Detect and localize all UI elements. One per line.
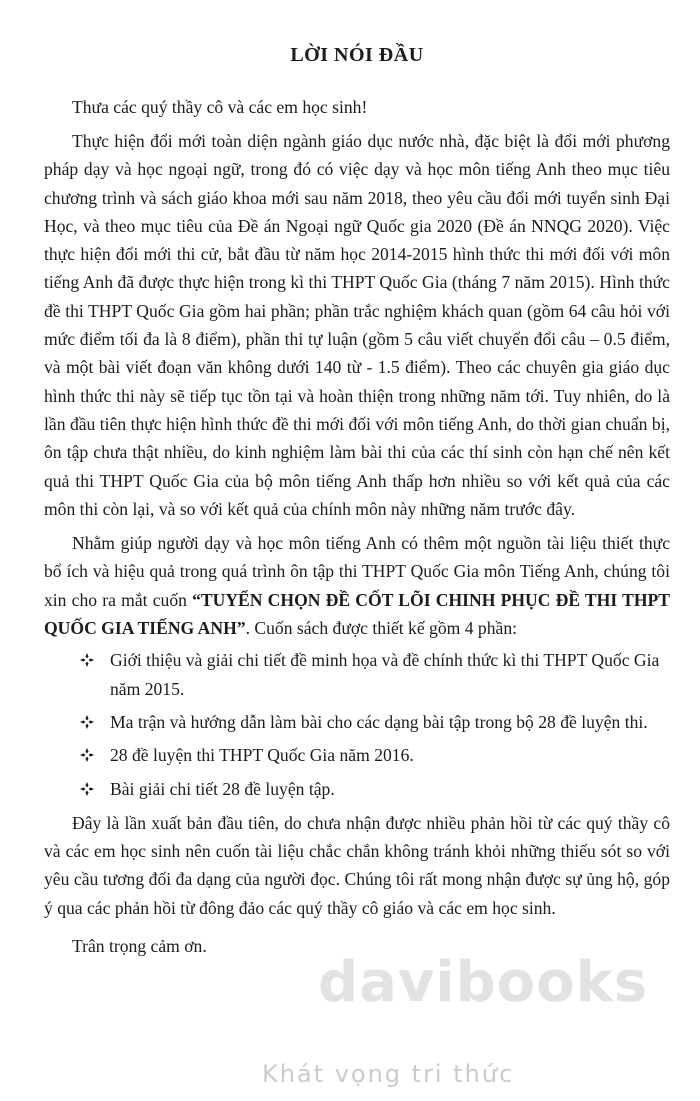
list-item-text: Giới thiệu và giải chi tiết đề minh họa và đề chính thức kì thi THPT Quốc Gia năm 2015.: [110, 650, 660, 699]
list-item: [80, 646, 670, 703]
watermark-brand: davibooks: [318, 950, 649, 1015]
four-diamond-star-icon: [80, 782, 94, 796]
paragraph-1-text: Thực hiện đổi mới toàn diện ngành giáo dục nước nhà, đặc biệt là đổi mới phương pháp dạy và học ngoại ngữ, trong đó có việc dạy và học môn tiếng Anh theo mục tiêu chương trình và sách giáo khoa mới sau năm 2018, theo yêu cầu đổi mới tuyển sinh Đại Học, và theo mục tiêu của Đề án Ngoại ngữ Quốc gia 2020 (Đề án NNQG 2020). Việc thực hiện đổi mới thi cử, bắt đầu từ năm học 2014-2015 hình thức thi mới đối với môn tiếng Anh đã được thực hiện trong kì thi THPT Quốc Gia (tháng 7 năm 2015). Hình thức đề thi THPT Quốc Gia gồm hai phần; phần trắc nghiệm khách quan (gồm 64 câu hỏi với mức điểm tối đa là 8 điểm), phần thi tự luận (gồm 5 câu viết chuyển đổi câu – 0.5 điểm, và một bài viết đoạn văn không dưới 140 từ - 1.5 điểm). Theo các chuyên gia giáo dục hình thức thi này sẽ tiếp tục tồn tại và hoàn thiện trong những năm tới. Tuy nhiên, do là lần đầu tiên thực hiện hình thức đề thi mới đối với môn tiếng Anh, do thời gian chuẩn bị, ôn tập chưa thật nhiều, do kinh nghiệm làm bài thi của các thí sinh còn hạn chế nên kết quả thi THPT Quốc Gia của bộ môn tiếng Anh thấp hơn nhiều so với kết quả của các môn thi còn lại, và so với kết quả của chính môn này những năm trước đây.: [44, 131, 670, 519]
list-item: [80, 775, 670, 803]
four-diamond-star-icon: [80, 653, 94, 667]
paragraph-3: [44, 809, 670, 922]
closing-line: Trân trọng cảm ơn.: [72, 936, 207, 957]
page-title: LỜI NÓI ĐẦU: [290, 44, 424, 66]
list-item: [80, 741, 670, 769]
list-item-text: Bài giải chi tiết 28 đề luyện tập.: [110, 778, 335, 799]
list-item-text: Ma trận và hướng dẫn làm bài cho các dạng bài tập trong bộ 28 đề luyện thi.: [110, 711, 648, 732]
greeting-text: Thưa các quý thầy cô và các em học sinh!: [72, 97, 368, 117]
four-diamond-star-icon: [80, 748, 94, 762]
list-item-text: 28 đề luyện thi THPT Quốc Gia năm 2016.: [110, 745, 414, 766]
book-title: “TUYỂN CHỌN ĐỀ CỐT LÕI CHINH PHỤC ĐỀ THI THPT QUỐC GIA TIẾNG ANH”: [44, 589, 670, 639]
parts-list: [44, 646, 670, 802]
greeting: [44, 93, 670, 121]
paragraph-2: [44, 529, 670, 642]
watermark-tagline: Khát vọng tri thức: [262, 1060, 515, 1088]
paragraph-2-text-before: Nhằm giúp người dạy và học môn tiếng Anh có thêm một nguồn tài liệu thiết thực bổ ích và hiệu quả trong quá trình ôn tập thi THPT Quốc Gia môn Tiếng Anh, chúng tôi xin cho ra mắt cuốn: [44, 533, 670, 610]
four-diamond-star-icon: [80, 715, 94, 729]
list-item: [80, 708, 670, 736]
paragraph-1: [44, 127, 670, 523]
paragraph-3-text: Đây là lần xuất bản đầu tiên, do chưa nhận được nhiều phản hồi từ các quý thầy cô và các em học sinh nên cuốn tài liệu chắc chắn không tránh khỏi những thiếu sót so với yêu cầu tương đối đa dạng của người đọc. Chúng tôi rất mong nhận được sự ủng hộ, góp ý qua các phản hồi từ đông đảo các quý thầy cô giáo và các em học sinh.: [44, 812, 670, 918]
paragraph-2-text-after: . Cuốn sách được thiết kế gồm 4 phần:: [245, 618, 518, 639]
